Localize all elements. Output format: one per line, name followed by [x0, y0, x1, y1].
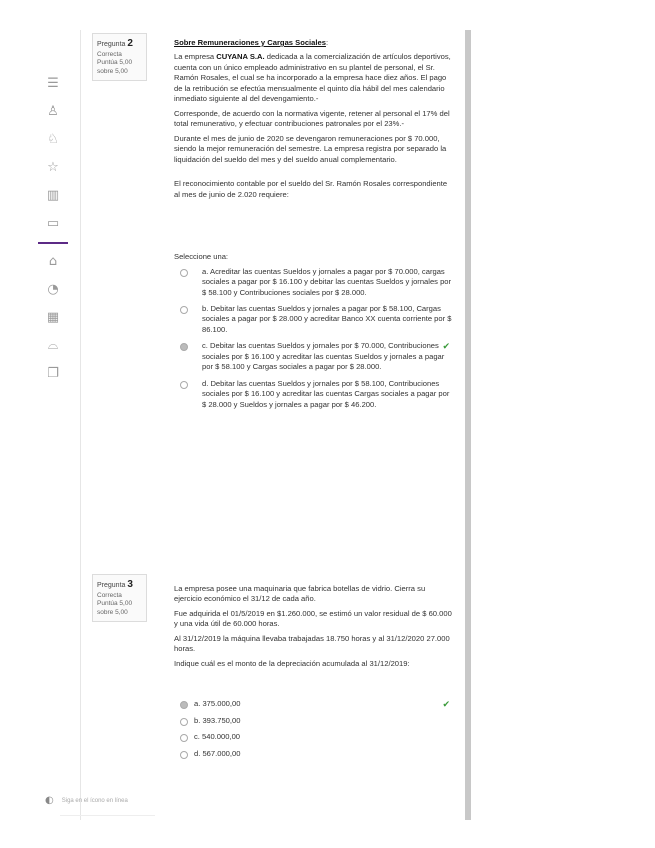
- question-3-info: [92, 574, 147, 622]
- answer-option-b[interactable]: b. Debitar las cuentas Sueldos y jornales a pagar por $ 58.100, Cargas sociales a pagar por $ 28.000 y acreditar Banco XX cuenta corriente por $ 86.100.: [174, 304, 452, 335]
- question-2-content: Sobre Remuneraciones y Cargas Sociales: La empresa CUYANA S.A. dedicada a la comercialización de artículos deportivos, cuenta con un único empleado administrativo en su plantel de personal, el Sr. Ramón Rosales, el cual se ha incorporado a la empresa hace diez años. El pago de la retribución se efectúa mensualmente el quinto día hábil del mes calendario inmediato siguiente al del devengamiento.- Corresponde, de acuerdo con la normativa vigente, retener al personal el 17% del total remunerativo, y efectuar contribuciones patronales por el 23%.- Durante el mes de junio de 2020 se devengaron remuneraciones por $ 70.000, siendo la mejor remuneración del semestre. La empresa registra por separado la liquidación del sueldo del mes y del sueldo anual complementario. El reconocimiento contable por el sueldo del Sr. Ramón Rosales correspondiente al mes de junio de 2.020 requiere: Seleccione una: a. Acreditar las cuentas Sueldos y jornales a pagar por $ 70.000, cargas sociales a pagar por $ 16.100 y debitar las cuentas Sueldos y jornales por $ 58.100 y Contribuciones sociales por $ 28.000. b. Debitar las cuentas Sueldos y jornales a pagar por $ 58.100, Cargas sociales a pagar por $ 28.000 y acreditar Banco XX cuenta corriente por $ 86.100. c. Debitar las cuentas Sueldos y jornales por $ 70.000, Contribuciones sociales por $ 16.100 y acreditar las cuentas Sueldos y jornales a pagar por $ 58.100 y Cargas sociales a pagar por $ 28.000. ✔ d. Debitar las cuentas Sueldos y jornales por $ 58.100, Contribuciones sociales por $ 16.100 y acreditar las cuentas Cargas sociales a pagar por $ 28.000 y Sueldos y jornales a pagar por $ 46.200.: [174, 38, 452, 409]
- question-label: Pregunta 2: [97, 38, 133, 49]
- question-status: Correcta: [97, 591, 122, 599]
- answer-option-d[interactable]: d. Debitar las cuentas Sueldos y jornales por $ 58.100, Contribuciones sociales por $ 16.100 y acreditar las cuentas Cargas sociales a pagar por $ 28.000 y Sueldos y jornales a pagar por $ 46.200.: [174, 379, 452, 410]
- question-label: Pregunta 3: [97, 579, 133, 590]
- question-paragraph: Indique cuál es el monto de la depreciación acumulada al 31/12/2019:: [174, 658, 410, 668]
- gauge-icon[interactable]: ◔: [47, 282, 59, 297]
- info-icon[interactable]: ◐: [45, 795, 54, 806]
- question-score: Puntúa 5,00 sobre 5,00: [97, 59, 133, 76]
- question-paragraph: Corresponde, de acuerdo con la normativa vigente, retener al personal el 17% del total remunerativo, y efectuar contribuciones patronales por el 23%.-: [174, 108, 450, 129]
- footer-divider: [60, 815, 155, 816]
- book-icon[interactable]: ▥: [46, 188, 60, 203]
- question-score: Puntúa 5,00 sobre 5,00: [97, 600, 133, 617]
- answer-option-b[interactable]: b. 393.750,00: [174, 716, 452, 726]
- divider: [80, 30, 81, 820]
- question-status: Correcta: [97, 50, 122, 58]
- radio-button[interactable]: [180, 734, 188, 742]
- question-paragraph: La empresa posee una maquinaria que fabrica botellas de vidrio. Cierra su ejercicio económico el 31/12 de cada año.: [174, 584, 426, 604]
- badge-icon[interactable]: ♘: [47, 132, 59, 147]
- radio-button[interactable]: [180, 269, 188, 277]
- graduation-icon[interactable]: ⌓: [47, 338, 59, 353]
- footer: ◐ Siga en el ícono en línea: [45, 795, 128, 806]
- question-paragraph: El reconocimiento contable por el sueldo del Sr. Ramón Rosales correspondiente al mes de junio de 2.020 requiere:: [174, 179, 448, 199]
- user-icon[interactable]: ♙: [47, 104, 59, 119]
- question-2-info: [92, 33, 147, 81]
- answer-option-c[interactable]: c. 540.000,00: [174, 732, 452, 742]
- question-paragraph: Fue adquirida el 01/5/2019 en $1.260.000, se estimó un valor residual de $ 60.000 y una vida útil de 60.000 horas.: [174, 608, 452, 629]
- check-icon: ✔: [442, 700, 450, 711]
- radio-button[interactable]: [180, 751, 188, 759]
- home-icon[interactable]: ⌂: [48, 254, 58, 269]
- question-3-content: [174, 584, 452, 765]
- answer-option-a[interactable]: a. Acreditar las cuentas Sueldos y jornales a pagar por $ 70.000, cargas sociales a pagar por $ 16.100 y debitar las cuentas Sueldos y jornales por $ 58.100 y Contribuciones sociales por $ 28.000.: [174, 267, 452, 298]
- list-icon[interactable]: ☰: [47, 76, 59, 91]
- copy-icon[interactable]: ❐: [47, 366, 59, 381]
- left-nav: [38, 70, 68, 388]
- radio-button[interactable]: [180, 381, 188, 389]
- folder-icon[interactable]: ▭: [46, 216, 60, 231]
- select-prompt: Seleccione una:: [174, 252, 229, 262]
- check-icon: ✔: [442, 342, 450, 353]
- answer-option-d[interactable]: d. 567.000,00: [174, 749, 452, 759]
- radio-button[interactable]: [180, 718, 188, 726]
- answer-option-a[interactable]: a. 375.000,00 ✔: [174, 699, 452, 709]
- question-title: Sobre Remuneraciones y Cargas Sociales: [174, 38, 326, 47]
- radio-button-selected[interactable]: [180, 701, 188, 709]
- question-paragraph: La empresa CUYANA S.A. dedicada a la comercialización de artículos deportivos, cuenta con un único empleado administrativo en su plantel de personal, el Sr. Ramón Rosales, el cual se ha incorporado a la empresa hace diez años. El pago de la retribución se efectúa mensualmente el quinto día hábil del mes calendario inmediato siguiente al del devengamiento.-: [174, 52, 451, 104]
- scrollbar[interactable]: [465, 30, 471, 820]
- radio-button[interactable]: [180, 306, 188, 314]
- active-indicator: [38, 242, 68, 244]
- star-icon[interactable]: ☆: [47, 160, 59, 175]
- question-paragraph: Al 31/12/2019 la máquina llevaba trabajadas 18.750 horas y al 31/12/2020 27.000 horas.: [174, 633, 450, 654]
- calendar-icon[interactable]: ▦: [46, 310, 60, 325]
- radio-button-selected[interactable]: [180, 343, 188, 351]
- question-paragraph: Durante el mes de junio de 2020 se devengaron remuneraciones por $ 70.000, siendo la mejor remuneración del semestre. La empresa registra por separado la liquidación del sueldo del mes y del sueldo anual complementario.: [174, 133, 447, 164]
- answer-option-c[interactable]: c. Debitar las cuentas Sueldos y jornales por $ 70.000, Contribuciones sociales por $ 16.100 y acreditar las cuentas Sueldos y jornales a pagar por $ 58.100 y Cargas sociales a pagar por $ 28.000. ✔: [174, 341, 452, 372]
